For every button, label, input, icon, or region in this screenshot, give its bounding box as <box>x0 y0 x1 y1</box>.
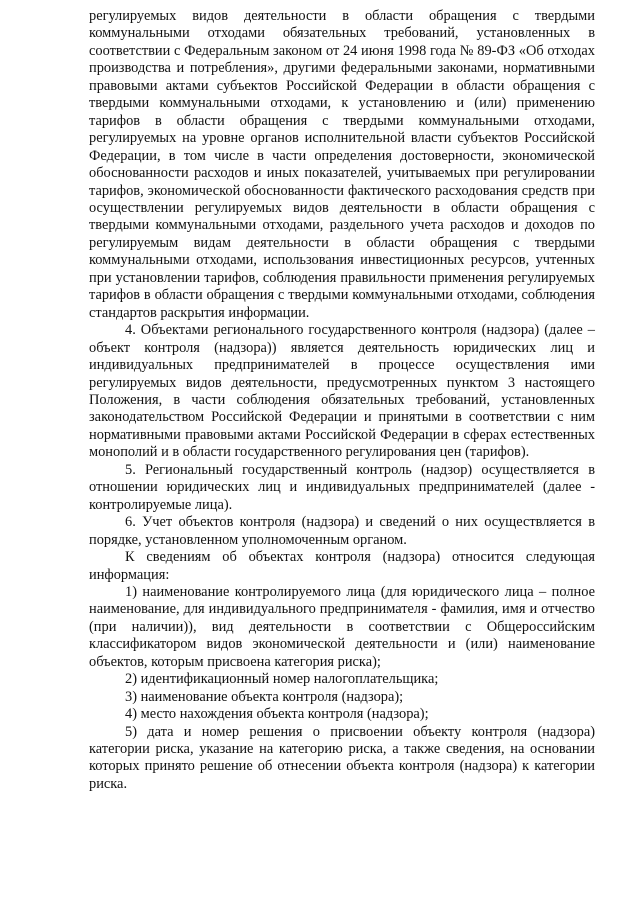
paragraph-info-intro: К сведениям об объектах контроля (надзора) относится следующая информация: <box>89 549 595 583</box>
paragraph-continuation: регулируемых видов деятельности в области обращения с твердыми коммунальными отходами обязательных требований, установленных в соответствии с Федеральным законом от 24 июня 1998 года № 89-ФЗ «Об отходах производства и потребления», другими федеральными законами, нормативными правовыми актами субъектов Российской Федерации в области обращения с твердыми коммунальными отходами, к установлению и (или) применению тарифов в области обращения с твердыми коммунальными отходами, регулируемых на уровне органов исполнительной власти субъектов Российской Федерации, в том числе в части определения достоверности, экономической обоснованности расходов и иных показателей, учитываемых при регулировании тарифов, экономической обоснованности фактического расходования средств при осуществлении регулируемых видов деятельности в области обращения с твердыми коммунальными отходами, раздельного учета расходов и доходов по регулируемым видам деятельности в области обращения с твердыми коммунальными отходами, использования инвестиционных ресурсов, учтенных при установлении тарифов, соблюдения правильности применения регулируемых тарифов в области обращения с твердыми коммунальными отходами, соблюдения стандартов раскрытия информации. <box>89 8 595 321</box>
list-item-info-1: 1) наименование контролируемого лица (для юридического лица – полное наименование, для индивидуального предпринимателя - фамилия, имя и отчество (при наличии)), вид деятельности в соответствии с Общероссийским классификатором видов экономической деятельности и (или) наименование объектов, которым присвоена категория риска); <box>89 583 595 670</box>
paragraph-item-6: 6. Учет объектов контроля (надзора) и сведений о них осуществляется в порядке, установленном уполномоченным органом. <box>89 514 595 548</box>
list-item-info-2: 2) идентификационный номер налогоплательщика; <box>125 671 439 688</box>
paragraph-item-5: 5. Региональный государственный контроль (надзор) осуществляется в отношении юридических лиц и индивидуальных предпринимателей (далее - контролируемые лица). <box>89 461 595 513</box>
paragraph-item-4: 4. Объектами регионального государственного контроля (надзора) (далее – объект контроля (надзора)) является деятельность юридических лиц и индивидуальных предпринимателей в процессе осуществления ими регулируемых видов деятельности, предусмотренных пунктом 3 настоящего Положения, в части соблюдения обязательных требований, установленных законодательством Российской Федерации и принятыми в соответствии с ним нормативными правовыми актами Российской Федерации в сферах естественных монополий и в области государственного регулирования цен (тарифов). <box>89 322 595 461</box>
list-item-info-3: 3) наименование объекта контроля (надзора); <box>125 688 404 705</box>
list-item-info-4: 4) место нахождения объекта контроля (надзора); <box>125 706 429 723</box>
list-item-info-5: 5) дата и номер решения о присвоении объекту контроля (надзора) категории риска, указание на категорию риска, а также сведения, на основании которых принято решение об отнесении объекта контроля (надзора) к категории риска. <box>89 723 595 792</box>
document-page <box>89 8 595 793</box>
